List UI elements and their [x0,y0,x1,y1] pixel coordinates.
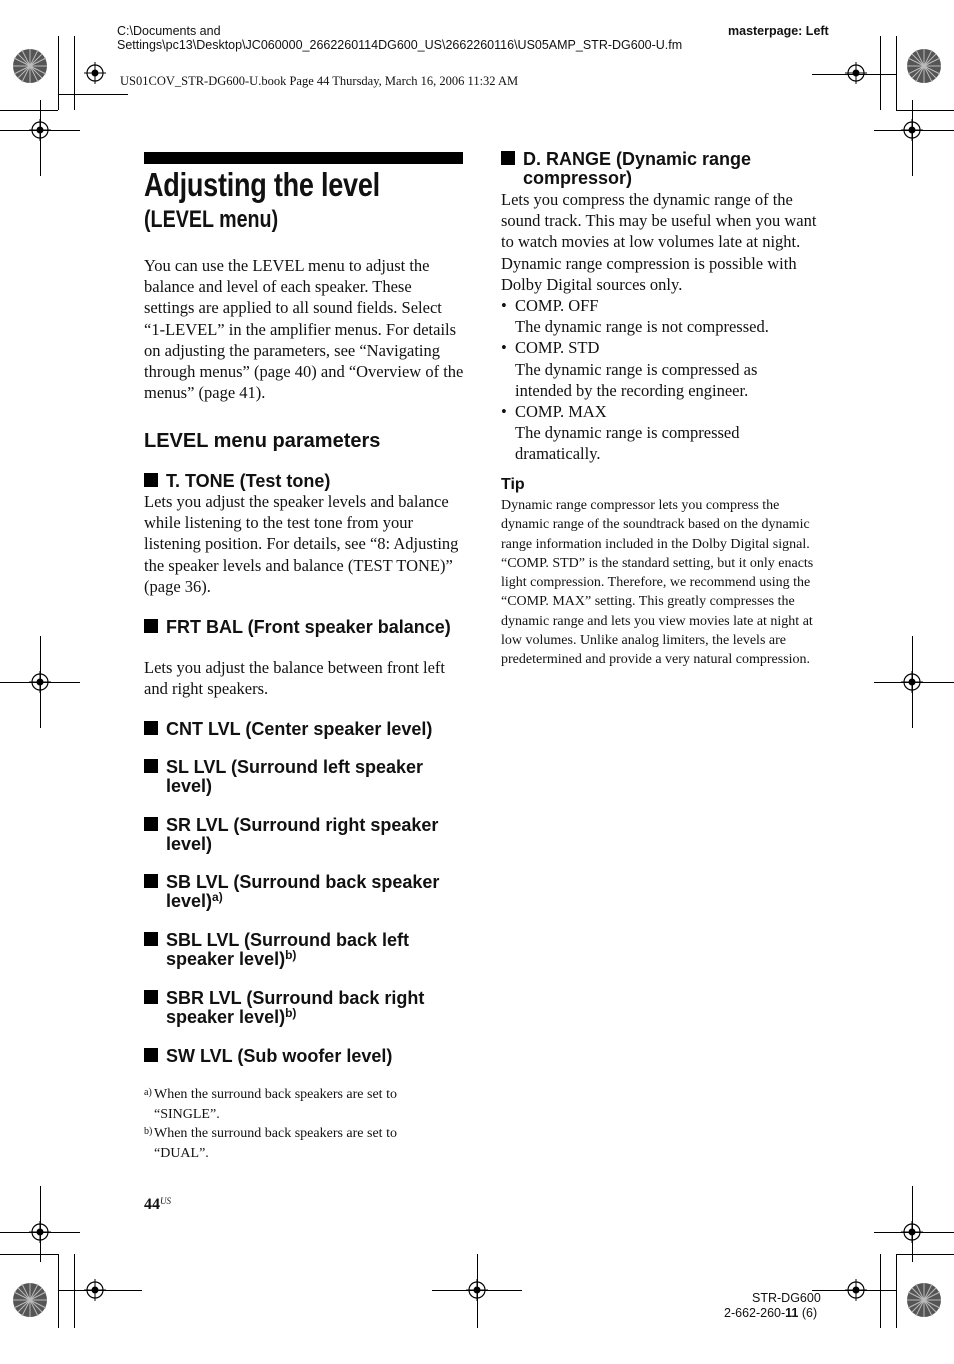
param-heading-sb-lvl: SB LVL (Surround back speaker level)$^{a)}$ [144,873,466,911]
registration-target-icon [901,671,923,693]
book-info-header: US01COV_STR-DG600-U.book Page 44 Thursday, March 16, 2006 11:32 AM [120,74,519,88]
option-desc: The dynamic range is compressed as intended by the recording engineer. [515,359,758,400]
param-heading-sbr-lvl: SBR LVL (Surround back right speaker level)$^{b)}$ [144,989,466,1027]
square-bullet-icon [144,759,158,773]
masterpage-label: masterpage: Left [728,24,829,38]
page-subtitle: (LEVEL menu) [144,206,279,233]
registration-target-icon [845,62,867,84]
registration-target-icon [29,1221,51,1243]
square-bullet-icon [144,1048,158,1062]
param-heading-d-range: D. RANGE (Dynamic range compressor) [501,150,831,188]
param-heading-sr-lvl: SR LVL (Surround right speaker level) [144,816,466,854]
square-bullet-icon [144,817,158,831]
square-bullet-icon [501,151,515,165]
color-starburst-icon [12,48,48,84]
registration-target-icon [84,62,106,84]
square-bullet-icon [144,990,158,1004]
footer-code: 2-662-260-11 (6) [724,1306,818,1320]
param-heading-sw-lvl: SW LVL (Sub woofer level) [144,1047,466,1066]
registration-target-icon [29,119,51,141]
file-path-header: C:\Documents and Settings\pc13\Desktop\JC060000_2662260114DG600_US\2662260116\US05AMP_STR-DG600-U.fm [117,24,683,52]
option-desc: The dynamic range is not compressed. [515,317,769,337]
registration-target-icon [84,1279,106,1301]
list-item: • COMP. MAX [501,402,607,422]
footer-model: STR-DG600 [752,1291,821,1305]
param-text-frt-bal: Lets you adjust the balance between front left and right speakers. [144,658,446,699]
square-bullet-icon [144,619,158,633]
footnote-a: a) When the surround back speakers are set to “SINGLE”. [144,1087,397,1122]
param-heading-sl-lvl: SL LVL (Surround left speaker level) [144,758,466,796]
section-heading: LEVEL menu parameters [144,430,381,452]
param-heading-frt-bal: FRT BAL (Front speaker balance) [144,618,466,637]
title-rule [144,152,463,164]
tip-body [501,496,823,670]
tip-paragraph: “COMP. STD” is the standard setting, but it only enacts light compression. Therefore, we recommend using the “COMP. MAX” setting. This greatly compresses the dynamic range and lets you view movies late at night at low volumes. Unlike analog limiters, the levels are predetermined and provide a very natural compression. [501,555,814,668]
param-text-t-tone: Lets you adjust the speaker levels and balance while listening to the test tone from your listening position. For details, see “8: Adjusting the speaker levels and balance (TEST TONE)” (page 36). [144,492,459,596]
footnote-b: b) When the surround back speakers are set to “DUAL”. [144,1126,397,1161]
registration-target-icon [901,1221,923,1243]
list-item: • COMP. STD [501,338,600,358]
footnote-mark: a) [212,890,223,904]
registration-target-icon [901,119,923,141]
color-starburst-icon [12,1282,48,1318]
square-bullet-icon [144,721,158,735]
footnote-mark: b) [285,1006,297,1020]
param-heading-t-tone: T. TONE (Test tone) [144,472,466,491]
tip-paragraph: Dynamic range compressor lets you compress the dynamic range of the soundtrack based on the dynamic range information included in the Dolby Digital signal. [501,498,810,552]
square-bullet-icon [144,932,158,946]
d-range-text: Lets you compress the dynamic range of the sound track. This may be useful when you want to watch movies at low volumes late at night. Dynamic range compression is possible with Dolby Digital sources only. [501,190,817,294]
intro-paragraph: You can use the LEVEL menu to adjust the balance and level of each speaker. These settings are applied to all sound fields. Select “1-LEVEL” in the amplifier menus. For details on adjusting the parameters, see “Navigating through menus” (page 40) and “Overview of the menus” (page 41). [144,256,464,403]
color-starburst-icon [906,1282,942,1318]
registration-target-icon [29,671,51,693]
page-number: $44^{US}$ [144,1196,171,1213]
registration-target-icon [466,1279,488,1301]
registration-target-icon [845,1279,867,1301]
param-heading-cnt-lvl: CNT LVL (Center speaker level) [144,720,466,739]
page-title: Adjusting the level [144,166,380,203]
tip-heading: Tip [501,476,525,493]
square-bullet-icon [144,473,158,487]
color-starburst-icon [906,48,942,84]
list-item: • COMP. OFF [501,296,599,316]
param-heading-sbl-lvl: SBL LVL (Surround back left speaker level)$^{b)}$ [144,931,466,969]
square-bullet-icon [144,874,158,888]
footnote-mark: b) [285,948,297,962]
option-desc: The dynamic range is compressed dramatically. [515,423,740,464]
d-range-section [501,189,831,465]
